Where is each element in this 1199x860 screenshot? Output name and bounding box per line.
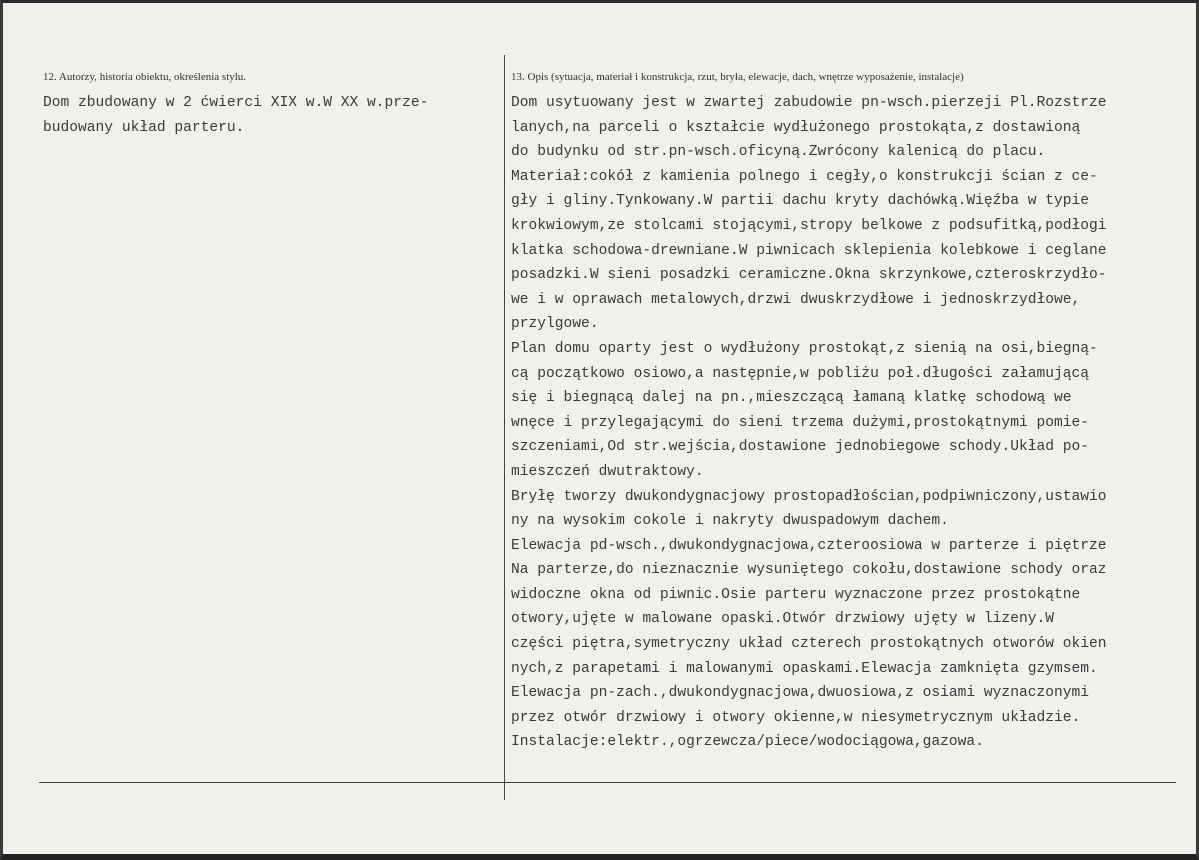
description-line: ny na wysokim cokole i nakryty dwuspadowym dachem. [511, 513, 949, 530]
description-line: Na parterze,do nieznacznie wysuniętego cokołu,dostawione schody oraz [511, 562, 1107, 579]
field-13-description [511, 71, 1199, 755]
description-line: Elewacja pd-wsch.,dwukondygnacjowa,czteroosiowa w parterze i piętrze [511, 537, 1107, 554]
description-line: Elewacja pn-zach.,dwukondygnacjowa,dwuosiowa,z osiami wyznaczonymi [511, 685, 1090, 702]
field-12-heading: 12. Autorzy, historia obiektu, określenia stylu. [43, 71, 247, 83]
description-line: we i w oprawach metalowych,drzwi dwuskrzydłowe i jednoskrzydłowe, [511, 291, 1081, 308]
description-line: widoczne okna od piwnic.Osie parteru wyznaczone przez prostokątne [511, 586, 1081, 603]
description-line: Dom usytuowany jest w zwartej zabudowie pn-wsch.pierzeji Pl.Rozstrze [511, 95, 1107, 111]
field-13-heading: 13. Opis (sytuacja, materiał i konstrukcja, rzut, bryła, elewacje, dach, wnętrze wyposażenie, instalacje) [511, 71, 964, 83]
description-line: do budynku od str.pn-wsch.oficyną.Zwrócony kalenicą do placu. [511, 144, 1046, 161]
description-line: części piętra,symetryczny układ czterech prostokątnych otworów okien [511, 636, 1107, 653]
description-line: gły i gliny.Tynkowany.W partii dachu kryty dachówką.Więźba w typie [511, 193, 1090, 210]
description-line: klatka schodowa-drewniane.W piwnicach sklepienia kolebkowe i ceglane [511, 242, 1107, 259]
description-line: lanych,na parceli o kształcie wydłużonego prostokąta,z dostawioną [511, 119, 1081, 136]
field-12-history [43, 71, 498, 140]
description-line: nych,z parapetami i malowanymi opaskami.Elewacja zamknięta gzymsem. [511, 660, 1098, 677]
history-line: Dom zbudowany w 2 ćwierci XIX w.W XX w.prze- [43, 95, 429, 111]
description-line: Bryłę tworzy dwukondygnacjowy prostopadłościan,podpiwniczony,ustawio [511, 488, 1107, 505]
description-line: cą początkowo osiowo,a następnie,w pobliżu poł.długości załamującą [511, 365, 1090, 382]
description-line: krokwiowym,ze stolcami stojącymi,stropy belkowe z podsufitką,podłogi [511, 217, 1107, 234]
description-line: się i biegnącą dalej na pn.,mieszczącą łamaną klatkę schodową we [511, 390, 1072, 407]
description-line: Instalacje:elektr.,ogrzewcza/piece/wodociągowa,gazowa. [511, 734, 984, 751]
description-line: szczeniami,Od str.wejścia,dostawione jednobiegowe schody.Układ po- [511, 439, 1090, 456]
description-line: posadzki.W sieni posadzki ceramiczne.Okna skrzynkowe,czteroskrzydło- [511, 267, 1107, 284]
description-line: Materiał:cokół z kamienia polnego i cegły,o konstrukcji ścian z ce- [511, 168, 1098, 185]
history-line: budowany układ parteru. [43, 119, 245, 136]
description-line: mieszczeń dwutraktowy. [511, 463, 704, 480]
bottom-rule [39, 782, 1176, 783]
description-line: Plan domu oparty jest o wydłużony prostokąt,z sienią na osi,biegną- [511, 340, 1098, 357]
description-line: otwory,ujęte w malowane opaski.Otwór drzwiowy ujęty w lizeny.W [511, 611, 1054, 628]
description-line: przylgowe. [511, 316, 599, 333]
description-line: przez otwór drzwiowy i otwory okienne,w niesymetrycznym układzie. [511, 709, 1081, 726]
description-line: wnęce i przylegającymi do sieni trzema dużymi,prostokątnymi pomie- [511, 414, 1090, 431]
column-divider [504, 55, 505, 800]
